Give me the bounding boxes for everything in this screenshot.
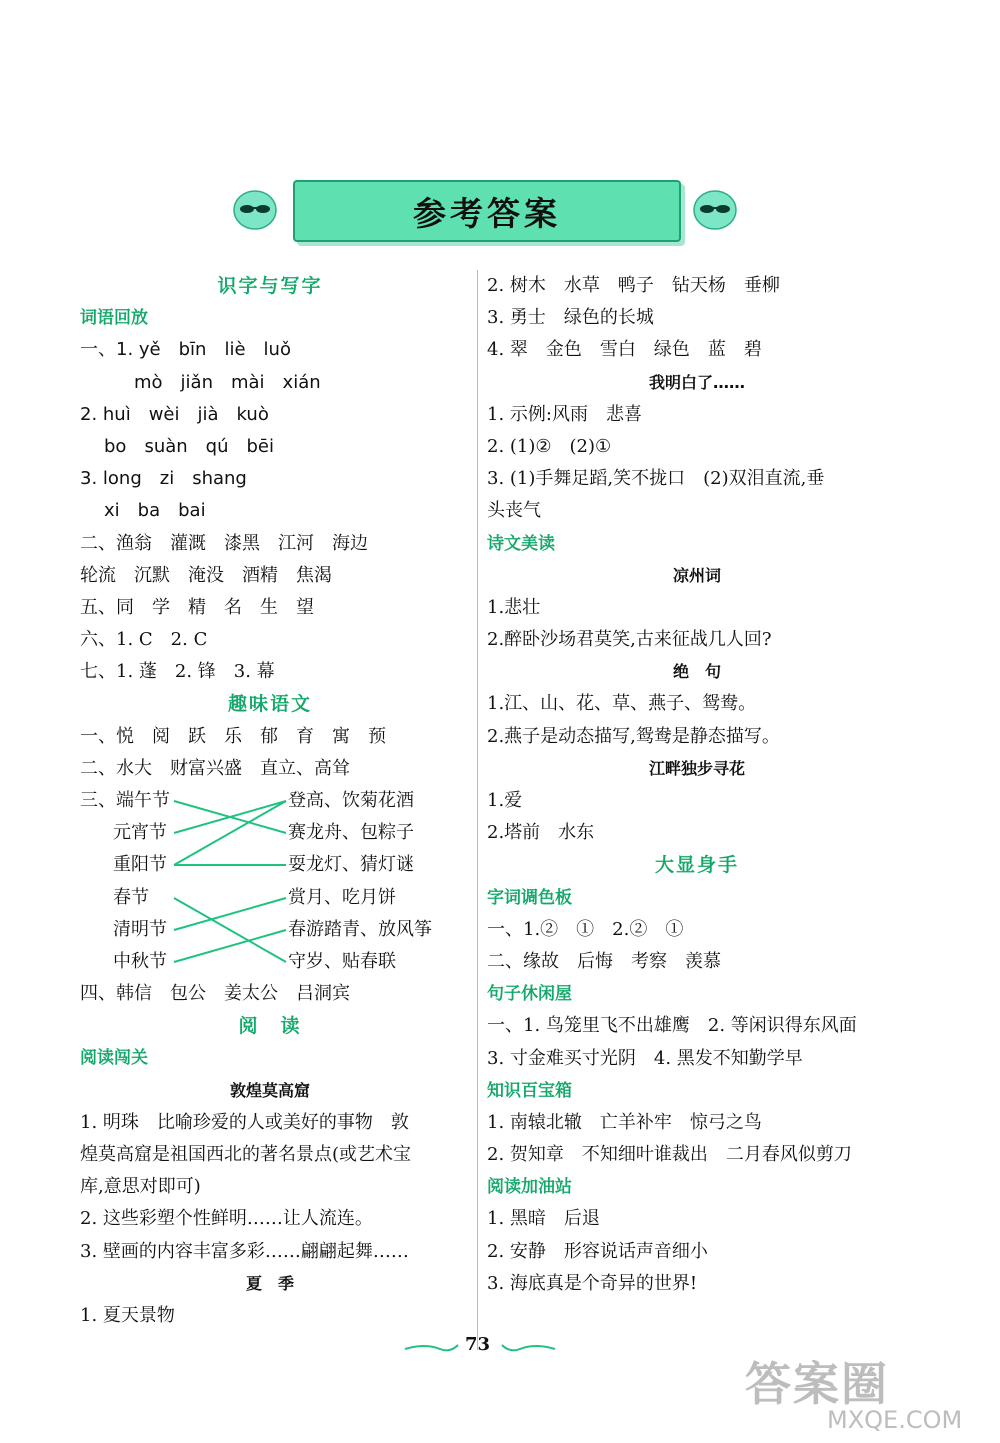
- festival-name: 重阳节: [113, 854, 167, 875]
- answer-line: 2. 树木 水草 鸭子 钻天杨 垂柳: [487, 275, 780, 296]
- festival-custom: 春游踏青、放风筝: [288, 919, 432, 940]
- answer-line: 一、1.② ① 2.② ①: [487, 918, 684, 940]
- watermark: [745, 1348, 990, 1438]
- watermark-logo: 答案圈: [745, 1357, 889, 1411]
- festival-name: 清明节: [113, 919, 167, 940]
- section-heading: 趣味语文: [227, 693, 312, 716]
- passage-title: 夏 季: [245, 1273, 294, 1293]
- page-title-banner: [293, 180, 681, 242]
- answer-line: 一、1. 鸟笼里飞不出雄鹰 2. 等闲识得东风面: [487, 1015, 857, 1037]
- answer-line: 1.江、山、花、草、燕子、鸳鸯。: [487, 693, 757, 715]
- answer-line: 2. huì wèi jià kuò: [80, 403, 269, 425]
- answer-line: 轮流 沉默 淹没 酒精 焦渴: [80, 564, 332, 586]
- festival-custom: 登高、饮菊花酒: [288, 790, 414, 811]
- answer-line: 1. 黑暗 后退: [487, 1208, 600, 1230]
- right-column: [487, 270, 907, 1300]
- subsection-heading: 诗文美读: [487, 533, 555, 554]
- answer-line: 2. (1)② (2)①: [487, 435, 612, 457]
- answer-line: 二、渔翁 灌溉 漆黑 江河 海边: [80, 532, 368, 554]
- answer-line: 头丧气: [487, 500, 541, 522]
- subsection-heading: 阅读加油站: [487, 1177, 572, 1198]
- answer-line: 3. 海底真是个奇异的世界!: [487, 1272, 698, 1294]
- answer-line: 煌莫高窟是祖国西北的著名景点(或艺术宝: [80, 1143, 412, 1165]
- answer-line: 2. 安静 形容说话声音细小: [487, 1240, 708, 1262]
- sun-glasses-icon: [233, 190, 277, 230]
- answer-line: 一、悦 阅 跃 乐 郁 育 寓 预: [80, 725, 386, 747]
- answer-line: 七、1. 蓬 2. 锋 3. 幕: [80, 661, 275, 683]
- answer-line: bo suàn qú bēi: [104, 435, 274, 457]
- answer-line: 2. 贺知章 不知细叶谁裁出 二月春风似剪刀: [487, 1144, 852, 1166]
- subsection-heading: 字词调色板: [487, 887, 572, 908]
- answer-line: 2.塔前 水东: [487, 822, 595, 844]
- answer-line: 六、1. C 2. C: [80, 629, 208, 651]
- page-number: 73: [465, 1334, 491, 1355]
- festival-matching: [80, 785, 460, 978]
- answer-line: 3. 壁画的内容丰富多彩……翩翩起舞……: [80, 1240, 409, 1262]
- festival-custom: 耍龙灯、猜灯谜: [288, 854, 414, 875]
- sun-glasses-icon: [693, 190, 737, 230]
- passage-title: 我明白了……: [648, 372, 745, 392]
- answer-line: 四、韩信 包公 姜太公 吕洞宾: [80, 983, 350, 1004]
- answer-line: 2.燕子是动态描写,鸳鸯是静态描写。: [487, 725, 780, 747]
- answer-line: 3. 寸金难买寸光阴 4. 黑发不知勤学早: [487, 1047, 803, 1069]
- answer-line: 二、缘故 后悔 考察 羡慕: [487, 950, 721, 972]
- watermark-url: MXQE.COM: [827, 1406, 963, 1434]
- poem-title: 江畔独步寻花: [648, 758, 745, 778]
- answer-line: 1. 示例:风雨 悲喜: [487, 403, 642, 425]
- answer-line: mò jiǎn mài xián: [134, 371, 321, 393]
- section-heading: 识字与写字: [217, 275, 323, 297]
- passage-title: 敦煌莫高窟: [229, 1080, 310, 1100]
- answer-line: 3. long zi shang: [80, 468, 247, 490]
- poem-title: 绝 句: [672, 662, 721, 682]
- subsection-heading: 知识百宝箱: [487, 1080, 572, 1101]
- answer-line: xi ba bai: [104, 500, 206, 522]
- section-heading: 阅 读: [238, 1015, 302, 1038]
- answer-line: 1. 明珠 比喻珍爱的人或美好的事物 敦: [80, 1111, 409, 1133]
- festival-name: 元宵节: [113, 822, 167, 843]
- subsection-heading: 句子休闲屋: [487, 984, 572, 1005]
- answer-line: 库,意思对即可): [80, 1176, 201, 1198]
- answer-line: 二、水大 财富兴盛 直立、高耸: [80, 757, 350, 779]
- subsection-heading: 词语回放: [80, 308, 148, 329]
- answer-line: 1. 夏天景物: [80, 1304, 175, 1326]
- section-heading: 大显身手: [654, 854, 739, 877]
- subsection-heading: 阅读闯关: [80, 1048, 148, 1069]
- festival-name: 三、端午节: [80, 790, 170, 811]
- answer-line: 4. 翠 金色 雪白 绿色 蓝 碧: [487, 339, 762, 361]
- answer-line: 3. 勇士 绿色的长城: [487, 307, 654, 329]
- answer-line: 1.悲壮: [487, 596, 541, 618]
- answer-line: 2. 这些彩塑个性鲜明……让人流连。: [80, 1208, 373, 1230]
- answer-line: 1. 南辕北辙 亡羊补牢 惊弓之鸟: [487, 1111, 762, 1133]
- festival-custom: 赏月、吃月饼: [288, 887, 396, 908]
- festival-name: 中秋节: [113, 951, 167, 972]
- festival-name: 春节: [113, 887, 149, 908]
- answer-line: 五、同 学 精 名 生 望: [80, 596, 314, 618]
- answer-line: 2.醉卧沙场君莫笑,古来征战几人回?: [487, 629, 772, 651]
- answer-line: 3. (1)手舞足蹈,笑不拢口 (2)双泪直流,垂: [487, 468, 825, 490]
- festival-custom: 赛龙舟、包粽子: [288, 822, 414, 843]
- column-divider: [477, 270, 478, 1350]
- festival-custom: 守岁、贴春联: [288, 951, 396, 972]
- answer-line: 一、1. yě bīn liè luǒ: [80, 339, 291, 361]
- poem-title: 凉州词: [672, 565, 721, 585]
- left-column: [80, 270, 460, 1332]
- page-title: 参考答案: [413, 193, 561, 233]
- answer-line: 1.爱: [487, 790, 523, 811]
